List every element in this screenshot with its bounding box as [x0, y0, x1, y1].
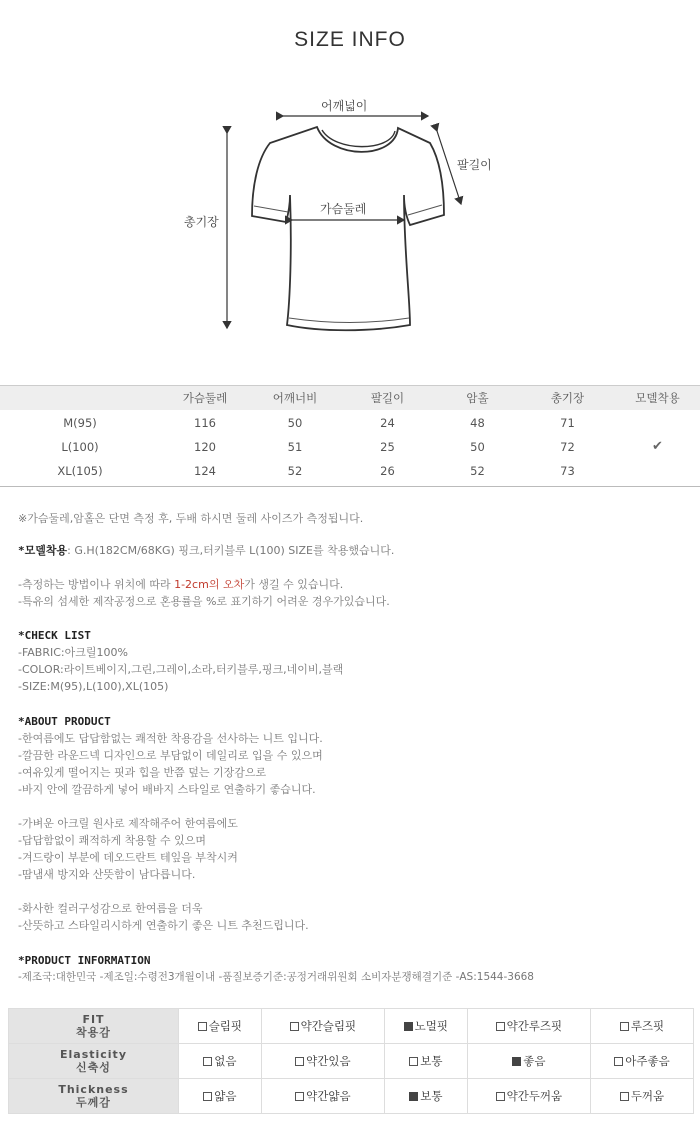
table-row: [0, 435, 700, 459]
checkbox-icon: [614, 1057, 623, 1066]
header-length: 총기장: [550, 391, 585, 405]
about-product-title: *ABOUT PRODUCT: [18, 715, 111, 728]
cell-sleeve: 24: [380, 416, 395, 430]
elasticity-row: Elasticity 신축성 없음 약간있음 보통 좋음 아주좋음: [9, 1044, 694, 1079]
measure-note: ※가슴둘레,암홀은 단면 측정 후, 두배 하시면 둘레 사이즈가 측정됩니다.: [18, 512, 364, 525]
cell-chest: 120: [194, 440, 216, 454]
checkbox-icon: [409, 1057, 418, 1066]
checkbox-icon: [620, 1092, 629, 1101]
thickness-option: 얇음: [179, 1079, 262, 1114]
header-shoulder: 어깨너비: [272, 391, 318, 405]
fit-option: 노멀핏: [384, 1009, 467, 1044]
table-row: [0, 459, 700, 483]
checkbox-icon: [198, 1022, 207, 1031]
checkbox-icon: [295, 1092, 304, 1101]
fit-option: 슬림핏: [179, 1009, 262, 1044]
thickness-row: Thickness 두께감 얇음 약간얇음 보통 약간두꺼움 두꺼움: [9, 1079, 694, 1114]
cell-armhole: 48: [470, 416, 485, 430]
page-title: SIZE INFO: [294, 28, 406, 51]
cell-chest: 116: [194, 416, 216, 430]
cell-chest: 124: [194, 464, 216, 478]
elasticity-option: 보통: [384, 1044, 467, 1079]
check-icon: ✔: [652, 439, 663, 454]
elasticity-option: 없음: [179, 1044, 262, 1079]
length-label: 총기장: [184, 215, 219, 229]
cell-sleeve: 26: [380, 464, 395, 478]
cell-length: 72: [560, 440, 575, 454]
header-model: 모델착용: [635, 391, 680, 405]
header-size: [0, 386, 160, 410]
tshirt-outline: [252, 127, 444, 330]
shoulder-label: 어깨넓이: [321, 99, 368, 113]
checkbox-icon: [620, 1022, 629, 1031]
fit-option: 약간루즈핏: [467, 1009, 590, 1044]
chest-label: 가슴둘레: [320, 202, 367, 216]
cell-shoulder: 51: [287, 440, 303, 454]
cell-shoulder: 50: [287, 416, 303, 430]
size-table: [0, 385, 700, 487]
cell-model: [615, 459, 700, 483]
about-product: *ABOUT PRODUCT -한여름에도 답답함없는 쾌적한 착용감을 선사하는 니트 입니다. -깔끔한 라운드넥 디자인으로 부담없이 데일리로 입을 수 있으며 -여유있게 떨어지는 핏과 힙을 반쯤 덮는 기장감으로 -바지 안에 깔끔하게 넣어 배바지 스타일로 연출하기 좋습니다. -가벼운 아크릴 원사로 제작해주어 한여름에도 -답답함없이 쾌적하게 착용할 수 있으며 -겨드랑이 부분에 데오드란트 테잎을 부착시켜 -땀냄새 방지와 산뜻함이 남다릅니다. -화사한 컬러구성감으로 한여름을 더욱 -산뜻하고 스타일리시하게 연출하기 좋은 니트 추천드립니다.: [18, 715, 323, 932]
fit-row: FIT 착용감 슬림핏 약간슬림핏 노멀핏 약간루즈핏 루즈핏: [9, 1009, 694, 1044]
cell-size: L(100): [61, 440, 99, 454]
checkbox-icon: [290, 1022, 299, 1031]
header-chest: 가슴둘레: [182, 391, 228, 405]
checkbox-icon: [203, 1092, 212, 1101]
product-information: *PRODUCT INFORMATION -제조국:대한민국 -제조일:수령전3개월이내 -품질보증기준:공정거래위원회 소비자분쟁해결기준 -AS:1544-3668: [18, 954, 534, 983]
cell-sleeve: 25: [380, 440, 395, 454]
thickness-option: 약간얇음: [261, 1079, 384, 1114]
error-note: -측정하는 방법이나 위치에 따라 1-2cm의 오차가 생길 수 있습니다. -특유의 섬세한 제작공정으로 혼용률을 %로 표기하기 어려운 경우가있습니다.: [18, 578, 390, 608]
tshirt-diagram: [0, 0, 700, 380]
model-note: *모델착용: G.H(182CM/68KG) 핑크,터키블루 L(100) SIZE를 착용했습니다.: [18, 544, 395, 557]
checkbox-filled-icon: [404, 1022, 413, 1031]
cell-length: 71: [560, 416, 575, 430]
table-row: [0, 411, 700, 435]
cell-shoulder: 52: [287, 464, 303, 478]
size-table-header: [0, 385, 700, 410]
fit-table: [8, 1008, 694, 1114]
fit-option: 약간슬림핏: [261, 1009, 384, 1044]
thickness-option: 보통: [384, 1079, 467, 1114]
thickness-option: 약간두꺼움: [467, 1079, 590, 1114]
check-list-title: *CHECK LIST: [18, 629, 91, 642]
sleeve-label: 팔길이: [457, 158, 492, 172]
cell-size: M(95): [63, 416, 97, 430]
size-diagram: [0, 0, 700, 380]
cell-length: 73: [560, 464, 575, 478]
header-sleeve: 팔길이: [370, 391, 405, 405]
elasticity-option: 아주좋음: [590, 1044, 693, 1079]
product-information-title: *PRODUCT INFORMATION: [18, 954, 151, 967]
check-list: *CHECK LIST -FABRIC:아크릴100% -COLOR:라이트베이지,그린,그레이,소라,터키블루,핑크,네이비,블랙 -SIZE:M(95),L(100),XL(105): [18, 629, 344, 693]
checkbox-icon: [295, 1057, 304, 1066]
checkbox-filled-icon: [409, 1092, 418, 1101]
cell-armhole: 50: [470, 440, 485, 454]
cell-model: [615, 411, 700, 435]
header-armhole: 암홀: [466, 391, 489, 405]
fit-option: 루즈핏: [590, 1009, 693, 1044]
thickness-option: 두꺼움: [590, 1079, 693, 1114]
elasticity-option: 좋음: [467, 1044, 590, 1079]
checkbox-icon: [496, 1092, 505, 1101]
checkbox-icon: [203, 1057, 212, 1066]
elasticity-option: 약간있음: [261, 1044, 384, 1079]
cell-armhole: 52: [470, 464, 485, 478]
checkbox-icon: [496, 1022, 505, 1031]
checkbox-filled-icon: [512, 1057, 521, 1066]
cell-size: XL(105): [57, 464, 103, 478]
